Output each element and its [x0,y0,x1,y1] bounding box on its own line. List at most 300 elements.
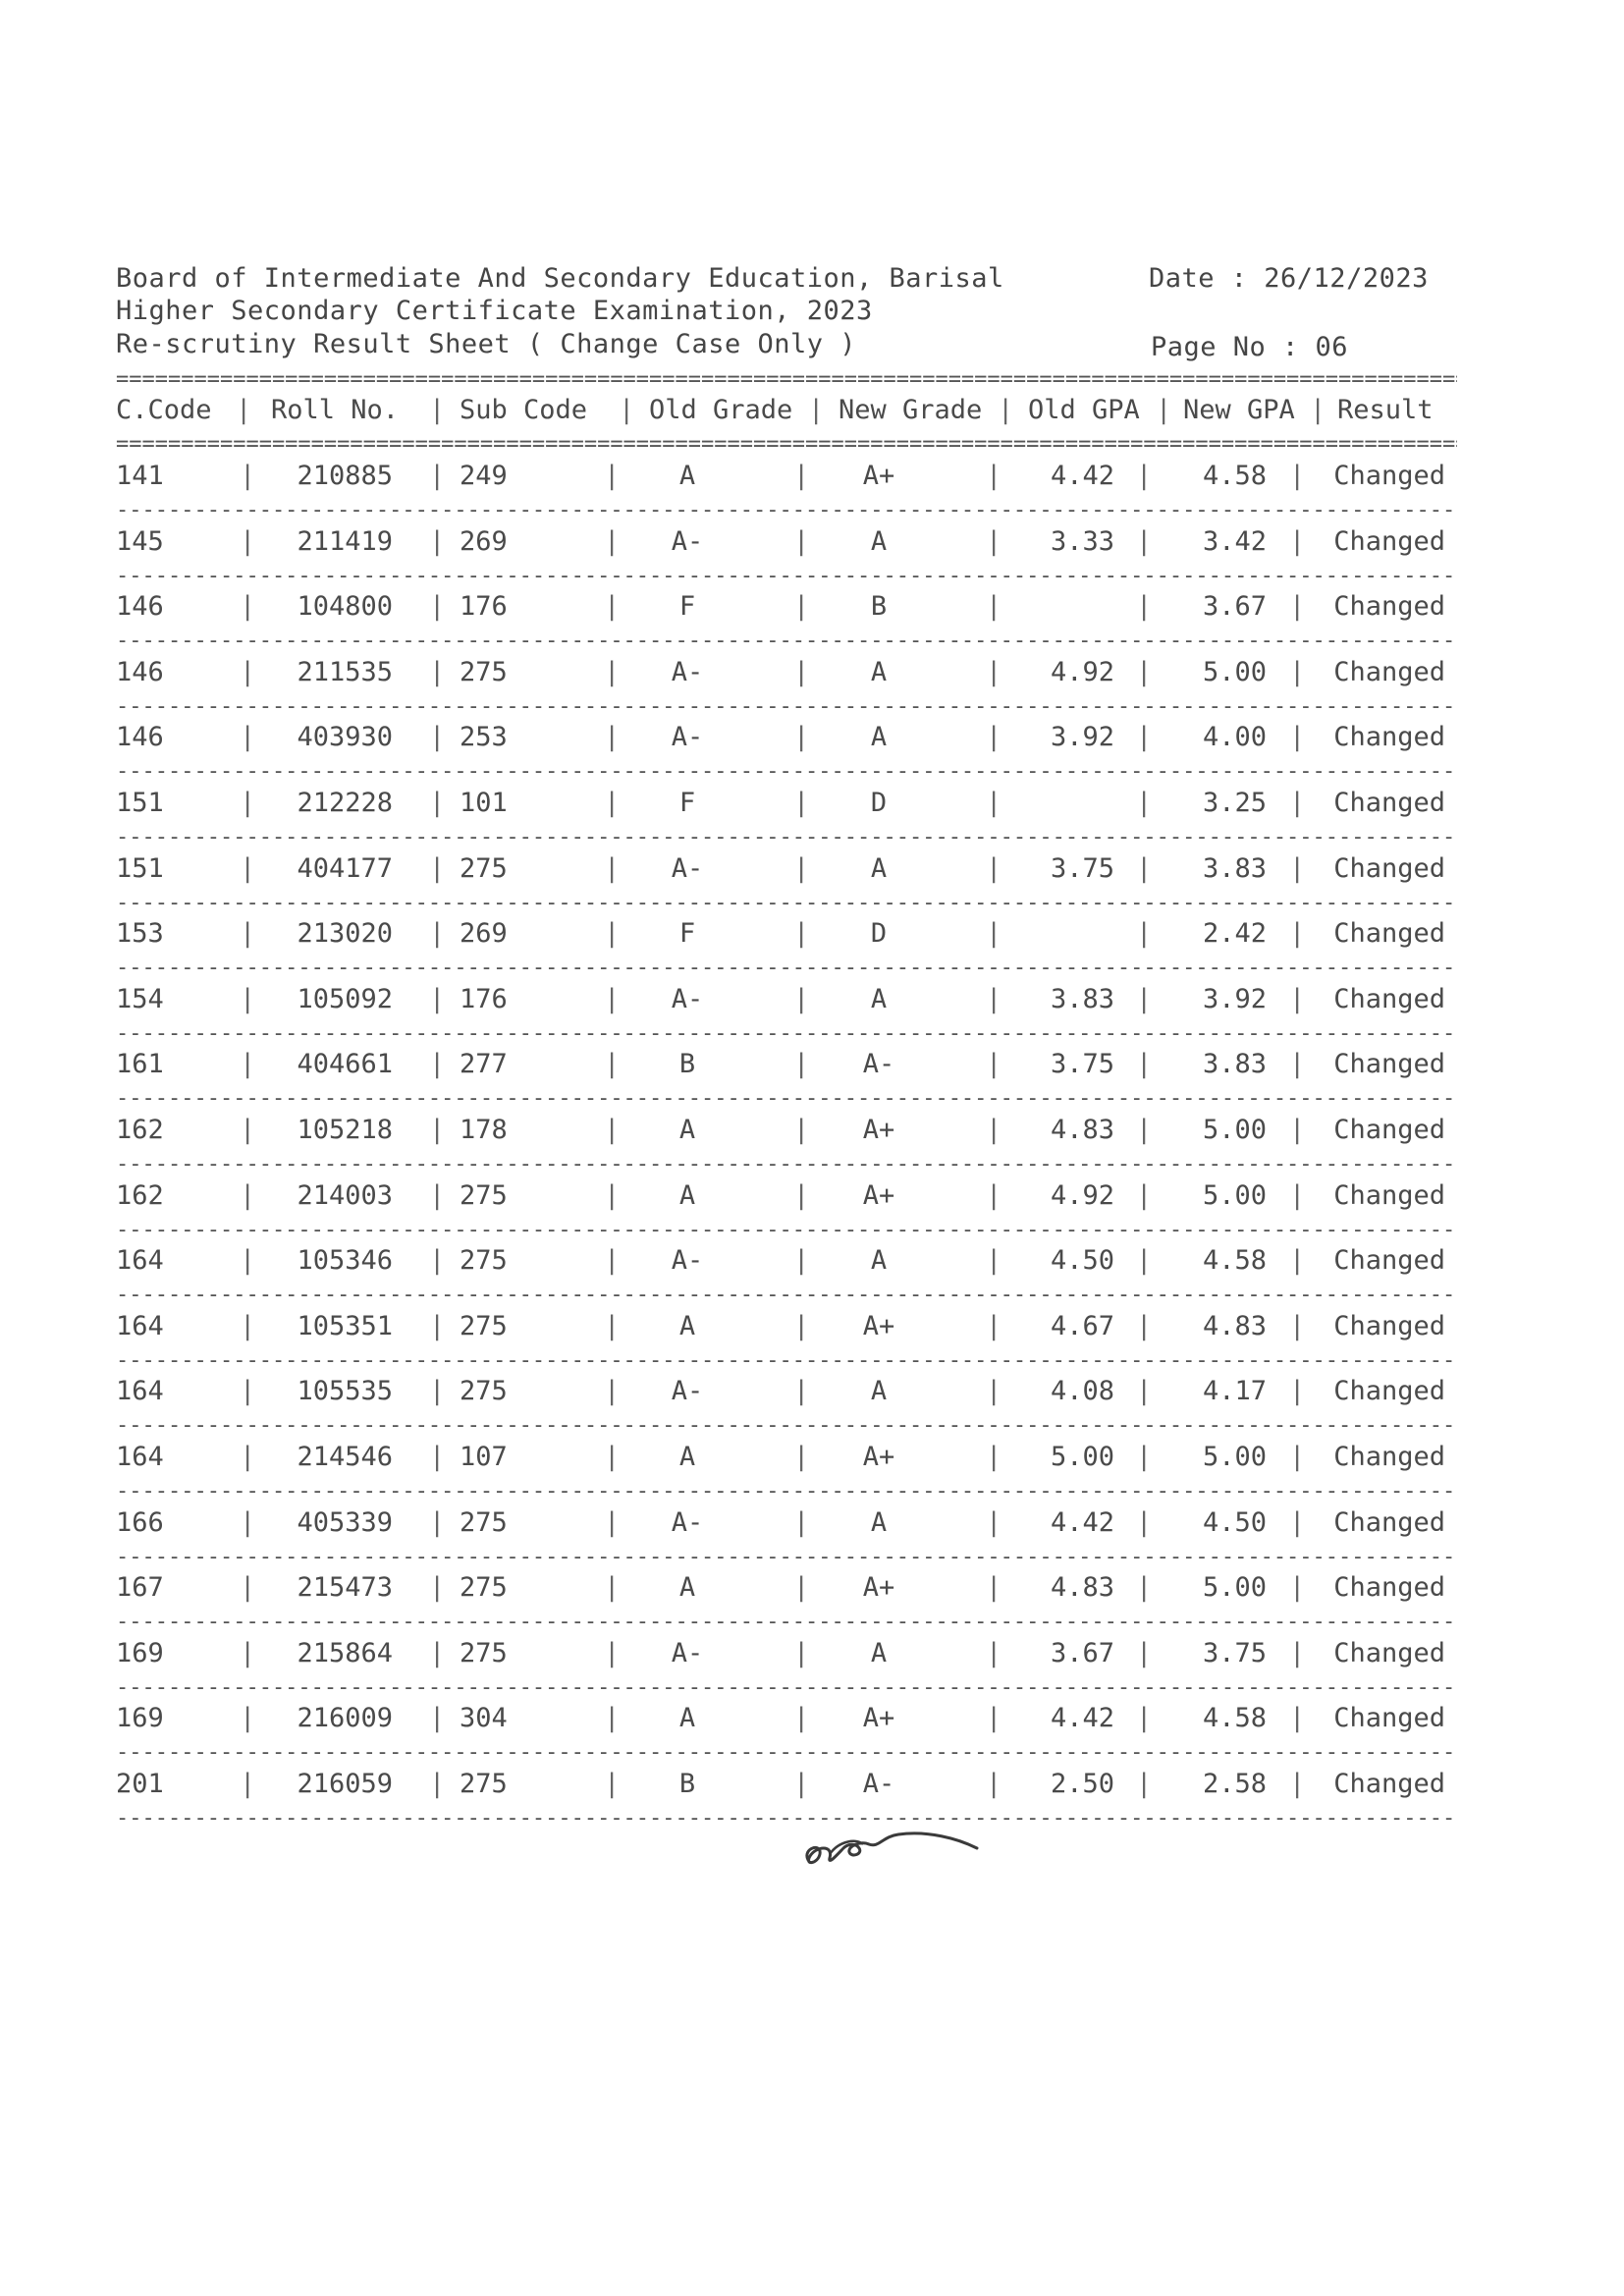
cell-roll: 105218 [297,1115,393,1145]
column-separator: | [986,1115,1002,1145]
cell-subcode: 275 [460,1245,508,1276]
column-separator: | [1136,1311,1153,1341]
cell-new-gpa: 5.00 [1202,1180,1267,1211]
column-separator: | [1136,461,1153,491]
column-separator: | [986,1638,1002,1668]
table-row [0,1376,1624,1415]
cell-new-gpa: 5.00 [1202,1572,1267,1603]
column-header-ccode: C.Code [116,395,212,425]
cell-subcode: 176 [460,591,508,622]
cell-result: Changed [1333,1049,1445,1079]
table-row [0,1180,1624,1220]
column-separator: | [429,1442,446,1472]
cell-old-grade: A [678,1115,696,1145]
cell-subcode: 249 [460,461,508,491]
cell-ccode: 161 [116,1049,164,1079]
row-divider [116,961,1457,975]
cell-new-gpa: 4.00 [1202,722,1267,752]
column-separator: | [1156,395,1172,425]
cell-ccode: 146 [116,591,164,622]
column-separator: | [808,395,825,425]
column-separator: | [1136,1180,1153,1211]
row-divider [116,765,1457,779]
cell-result: Changed [1333,1245,1445,1276]
column-separator: | [240,1376,256,1406]
cell-old-gpa: 2.50 [1050,1769,1114,1799]
row-divider [116,1746,1457,1760]
cell-roll: 214546 [297,1442,393,1472]
cell-old-grade: A [678,1442,696,1472]
cell-new-gpa: 5.00 [1202,1442,1267,1472]
cell-new-gpa: 5.00 [1202,1115,1267,1145]
cell-subcode: 275 [460,1507,508,1538]
cell-ccode: 201 [116,1769,164,1799]
column-separator: | [986,1703,1002,1733]
cell-ccode: 166 [116,1507,164,1538]
cell-result: Changed [1333,1638,1445,1668]
row-divider [116,1551,1457,1564]
cell-old-grade: A [678,1703,696,1733]
table-row [0,591,1624,630]
row-divider [116,1419,1457,1433]
column-separator: | [240,1507,256,1538]
cell-old-gpa: 4.50 [1050,1245,1114,1276]
column-header-old-gpa: Old GPA [1028,395,1140,425]
cell-ccode: 164 [116,1245,164,1276]
cell-roll: 404661 [297,1049,393,1079]
row-divider [116,700,1457,714]
column-separator: | [986,918,1002,949]
column-separator: | [240,461,256,491]
cell-old-grade: F [678,788,696,818]
cell-old-grade: A- [671,526,704,557]
column-separator: | [604,788,621,818]
cell-old-grade: B [678,1769,696,1799]
cell-new-grade: D [870,788,888,818]
cell-new-grade: A+ [862,1115,895,1145]
cell-subcode: 269 [460,526,508,557]
column-separator: | [240,853,256,884]
column-separator: | [429,1180,446,1211]
row-divider [116,634,1457,648]
cell-new-gpa: 3.75 [1202,1638,1267,1668]
cell-ccode: 164 [116,1376,164,1406]
table-row [0,918,1624,957]
column-separator: | [1289,1507,1306,1538]
cell-subcode: 275 [460,1638,508,1668]
column-separator: | [1310,395,1326,425]
column-separator: | [429,788,446,818]
cell-old-grade: A- [671,853,704,884]
cell-result: Changed [1333,1507,1445,1538]
column-separator: | [793,526,810,557]
cell-subcode: 277 [460,1049,508,1079]
column-separator: | [793,1180,810,1211]
header-bottom-rule [116,438,1457,452]
column-header-subcode: Sub Code [460,395,588,425]
column-separator: | [793,461,810,491]
column-separator: | [1136,984,1153,1014]
cell-result: Changed [1333,984,1445,1014]
cell-old-grade: A- [671,722,704,752]
column-separator: | [429,984,446,1014]
cell-old-grade: A [678,1572,696,1603]
cell-roll: 216059 [297,1769,393,1799]
column-separator: | [429,1769,446,1799]
cell-roll: 211535 [297,657,393,687]
table-row [0,1049,1624,1088]
cell-new-gpa: 4.58 [1202,1703,1267,1733]
column-separator: | [604,853,621,884]
column-separator: | [240,722,256,752]
column-separator: | [1136,1115,1153,1145]
column-separator: | [1136,1049,1153,1079]
cell-old-grade: A- [671,1376,704,1406]
column-separator: | [793,1049,810,1079]
column-separator: | [240,526,256,557]
cell-roll: 216009 [297,1703,393,1733]
column-separator: | [604,1507,621,1538]
cell-old-gpa: 3.75 [1050,1049,1114,1079]
column-separator: | [793,1572,810,1603]
column-separator: | [604,1703,621,1733]
column-separator: | [240,1049,256,1079]
column-separator: | [1136,526,1153,557]
column-separator: | [986,853,1002,884]
column-separator: | [429,1115,446,1145]
cell-roll: 404177 [297,853,393,884]
cell-roll: 214003 [297,1180,393,1211]
column-separator: | [793,984,810,1014]
column-separator: | [604,1311,621,1341]
column-header-new-grade: New Grade [839,395,983,425]
column-separator: | [986,722,1002,752]
column-separator: | [1289,1638,1306,1668]
column-separator: | [429,1049,446,1079]
cell-roll: 212228 [297,788,393,818]
cell-subcode: 275 [460,1572,508,1603]
column-separator: | [429,461,446,491]
column-separator: | [240,1245,256,1276]
cell-ccode: 169 [116,1703,164,1733]
table-row [0,1245,1624,1285]
cell-roll: 104800 [297,591,393,622]
cell-new-gpa: 4.58 [1202,1245,1267,1276]
table-row [0,984,1624,1023]
cell-ccode: 164 [116,1442,164,1472]
cell-new-gpa: 3.25 [1202,788,1267,818]
column-separator: | [604,984,621,1014]
cell-old-gpa: 4.83 [1050,1115,1114,1145]
cell-ccode: 153 [116,918,164,949]
column-separator: | [1136,657,1153,687]
column-separator: | [1289,1572,1306,1603]
column-separator: | [240,591,256,622]
column-separator: | [793,853,810,884]
column-header-result: Result [1337,395,1434,425]
column-separator: | [793,1703,810,1733]
cell-subcode: 275 [460,1180,508,1211]
column-separator: | [986,1442,1002,1472]
row-divider [116,1681,1457,1695]
cell-ccode: 167 [116,1572,164,1603]
cell-old-gpa: 3.92 [1050,722,1114,752]
cell-roll: 105346 [297,1245,393,1276]
column-separator: | [1289,1180,1306,1211]
table-row [0,1769,1624,1808]
cell-old-gpa: 3.83 [1050,984,1114,1014]
column-separator: | [1289,1115,1306,1145]
cell-ccode: 162 [116,1180,164,1211]
cell-old-grade: A- [671,984,704,1014]
column-separator: | [793,1311,810,1341]
column-separator: | [429,657,446,687]
column-separator: | [1136,1572,1153,1603]
cell-result: Changed [1333,1376,1445,1406]
cell-roll: 405339 [297,1507,393,1538]
cell-old-grade: A [678,461,696,491]
cell-old-grade: A- [671,1245,704,1276]
column-separator: | [986,1180,1002,1211]
cell-old-grade: A- [671,657,704,687]
column-separator: | [604,461,621,491]
column-separator: | [240,1703,256,1733]
column-separator: | [604,722,621,752]
column-separator: | [1289,657,1306,687]
cell-subcode: 101 [460,788,508,818]
cell-result: Changed [1333,1180,1445,1211]
table-row [0,657,1624,696]
cell-ccode: 145 [116,526,164,557]
cell-old-gpa: 4.92 [1050,1180,1114,1211]
column-separator: | [1136,853,1153,884]
column-separator: | [793,1245,810,1276]
cell-new-grade: B [870,591,888,622]
cell-new-grade: A [870,1245,888,1276]
cell-result: Changed [1333,1703,1445,1733]
cell-new-grade: A+ [862,1180,895,1211]
column-separator: | [793,1115,810,1145]
cell-roll: 403930 [297,722,393,752]
cell-subcode: 275 [460,1769,508,1799]
signature-mark [800,1819,987,1878]
row-divider [116,1092,1457,1106]
column-separator: | [240,918,256,949]
column-separator: | [986,1572,1002,1603]
cell-result: Changed [1333,918,1445,949]
column-separator: | [793,722,810,752]
board-title: Board of Intermediate And Secondary Education, Barisal [116,263,1004,294]
cell-old-gpa: 4.92 [1050,657,1114,687]
cell-new-gpa: 2.58 [1202,1769,1267,1799]
column-separator: | [429,1572,446,1603]
row-divider [116,1288,1457,1302]
column-separator: | [1289,1442,1306,1472]
table-row [0,1572,1624,1612]
column-separator: | [1289,722,1306,752]
table-row [0,1311,1624,1350]
column-separator: | [793,1638,810,1668]
cell-new-gpa: 3.92 [1202,984,1267,1014]
cell-roll: 210885 [297,461,393,491]
table-row [0,722,1624,761]
row-divider [116,1224,1457,1237]
column-separator: | [429,722,446,752]
cell-old-grade: A- [671,1507,704,1538]
column-separator: | [793,918,810,949]
cell-roll: 105092 [297,984,393,1014]
cell-subcode: 275 [460,657,508,687]
cell-old-gpa: 4.42 [1050,1703,1114,1733]
cell-new-grade: A [870,1638,888,1668]
cell-new-grade: A+ [862,1311,895,1341]
cell-result: Changed [1333,657,1445,687]
cell-subcode: 178 [460,1115,508,1145]
column-separator: | [1289,1311,1306,1341]
cell-old-gpa: 4.67 [1050,1311,1114,1341]
column-separator: | [1289,526,1306,557]
cell-ccode: 154 [116,984,164,1014]
cell-new-grade: A [870,1376,888,1406]
column-separator: | [429,1638,446,1668]
cell-new-grade: A [870,657,888,687]
column-separator: | [986,1376,1002,1406]
column-separator: | [429,1245,446,1276]
column-separator: | [240,984,256,1014]
cell-result: Changed [1333,526,1445,557]
column-separator: | [240,1442,256,1472]
row-divider [116,1027,1457,1041]
column-separator: | [1289,788,1306,818]
cell-new-grade: A [870,984,888,1014]
cell-roll: 215864 [297,1638,393,1668]
cell-old-grade: F [678,591,696,622]
column-header-roll: Roll No. [271,395,400,425]
column-separator: | [986,526,1002,557]
column-separator: | [240,1769,256,1799]
column-separator: | [793,1769,810,1799]
table-row [0,853,1624,893]
column-separator: | [986,591,1002,622]
cell-new-grade: A+ [862,1703,895,1733]
column-separator: | [604,1376,621,1406]
column-separator: | [240,1115,256,1145]
cell-new-gpa: 3.67 [1202,591,1267,622]
cell-ccode: 146 [116,722,164,752]
cell-subcode: 176 [460,984,508,1014]
table-row [0,1703,1624,1742]
column-separator: | [1289,1376,1306,1406]
column-separator: | [604,657,621,687]
cell-result: Changed [1333,722,1445,752]
exam-title: Higher Secondary Certificate Examination, 2023 [116,296,873,326]
column-separator: | [1289,1703,1306,1733]
column-separator: | [1289,591,1306,622]
cell-new-grade: A+ [862,1572,895,1603]
column-separator: | [1136,1769,1153,1799]
row-divider [116,504,1457,518]
column-separator: | [240,788,256,818]
column-separator: | [986,1245,1002,1276]
column-separator: | [240,657,256,687]
column-header-new-gpa: New GPA [1183,395,1295,425]
cell-result: Changed [1333,1115,1445,1145]
cell-result: Changed [1333,1442,1445,1472]
column-separator: | [429,1507,446,1538]
column-separator: | [1136,1638,1153,1668]
table-row [0,1115,1624,1154]
cell-subcode: 275 [460,853,508,884]
cell-ccode: 151 [116,853,164,884]
sheet-title: Re-scrutiny Result Sheet ( Change Case Only ) [116,329,856,359]
column-separator: | [429,1376,446,1406]
column-separator: | [1136,1703,1153,1733]
column-separator: | [604,1049,621,1079]
column-separator: | [1136,1376,1153,1406]
column-separator: | [604,1115,621,1145]
column-separator: | [240,1638,256,1668]
column-separator: | [986,788,1002,818]
column-separator: | [1136,591,1153,622]
row-divider [116,831,1457,845]
column-separator: | [1136,1442,1153,1472]
column-separator: | [604,1442,621,1472]
table-header-row [0,395,1624,434]
cell-old-grade: A- [671,1638,704,1668]
column-separator: | [604,1245,621,1276]
cell-old-gpa: 4.83 [1050,1572,1114,1603]
table-row [0,461,1624,500]
header-top-rule [116,373,1457,387]
column-separator: | [429,395,446,425]
column-separator: | [986,984,1002,1014]
column-separator: | [240,1180,256,1211]
cell-roll: 213020 [297,918,393,949]
column-separator: | [986,1507,1002,1538]
cell-new-gpa: 2.42 [1202,918,1267,949]
column-separator: | [1289,1245,1306,1276]
page-number-label: Page No : 06 [1151,332,1349,362]
cell-old-gpa: 5.00 [1050,1442,1114,1472]
row-divider [116,570,1457,583]
column-separator: | [604,526,621,557]
column-header-old-grade: Old Grade [649,395,793,425]
cell-subcode: 275 [460,1311,508,1341]
column-separator: | [986,1311,1002,1341]
cell-ccode: 162 [116,1115,164,1145]
cell-new-gpa: 4.83 [1202,1311,1267,1341]
column-separator: | [793,1376,810,1406]
cell-result: Changed [1333,591,1445,622]
cell-old-grade: A [678,1180,696,1211]
column-separator: | [429,918,446,949]
cell-old-gpa: 3.33 [1050,526,1114,557]
column-separator: | [1289,918,1306,949]
column-separator: | [1289,984,1306,1014]
column-separator: | [236,395,252,425]
cell-new-gpa: 3.83 [1202,853,1267,884]
cell-new-gpa: 3.83 [1202,1049,1267,1079]
column-separator: | [429,591,446,622]
column-separator: | [619,395,635,425]
column-separator: | [429,853,446,884]
column-separator: | [240,1572,256,1603]
cell-roll: 211419 [297,526,393,557]
row-divider [116,1354,1457,1368]
column-separator: | [429,526,446,557]
row-divider [116,1158,1457,1172]
cell-old-grade: F [678,918,696,949]
